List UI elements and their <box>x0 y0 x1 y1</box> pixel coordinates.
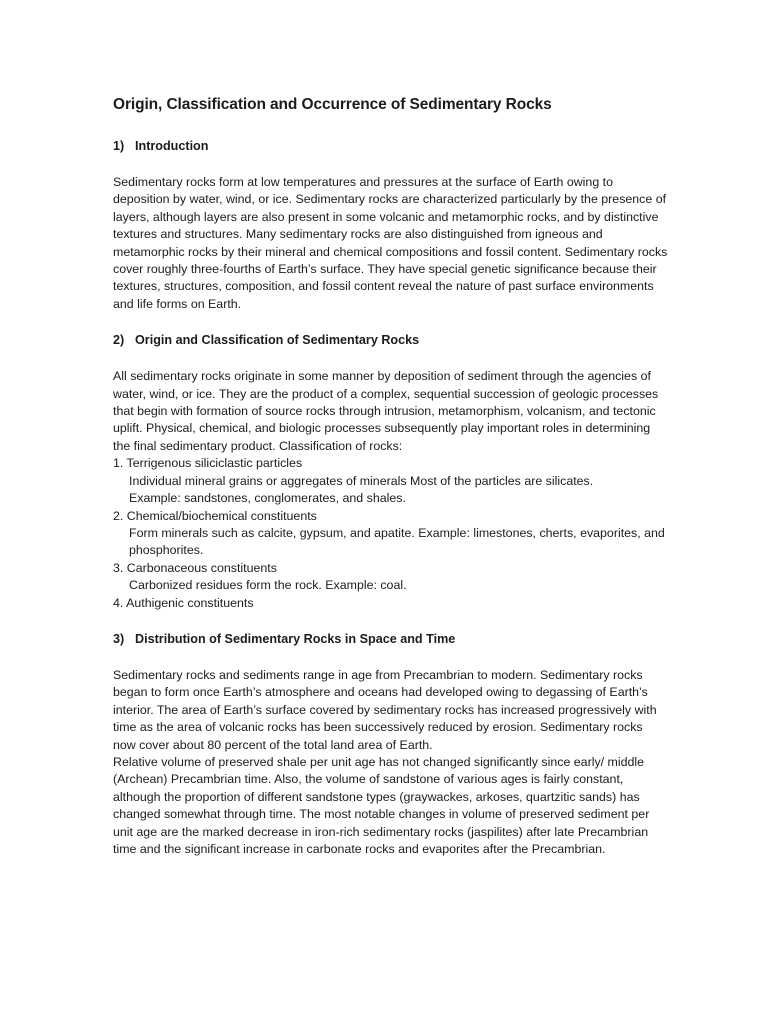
section-number: 3) <box>113 631 125 646</box>
list-item <box>113 560 668 595</box>
classification-list <box>113 455 668 612</box>
list-item-detail: Individual mineral grains or aggregates of minerals Most of the particles are silicates. <box>129 473 594 488</box>
section-body-origin-classification <box>113 368 668 612</box>
paragraph: Sedimentary rocks and sediments range in age from Precambrian to modern. Sedimentary rocks began to form once Earth’s atmosphere and oceans had developed owing to degassing of Earth’s interior. The area of Earth’s surface covered by sedimentary rocks has increased progressively with time as the area of volcanic rocks has been successively reduced by erosion. Sedimentary rocks now cover about 80 percent of the total land area of Earth. <box>113 667 657 752</box>
list-item-detail: Carbonized residues form the rock. Example: coal. <box>129 578 407 593</box>
paragraph: All sedimentary rocks originate in some manner by deposition of sediment through the agencies of water, wind, or ice. They are the product of a complex, sequential succession of geologic processes that begin with formation of source rocks through intrusion, metamorphism, volcanism, and tectonic uplift. Physical, chemical, and biologic processes subsequently play important roles in determining the final sedimentary product. Classification of rocks: <box>113 369 659 453</box>
document-title: Origin, Classification and Occurrence of Sedimentary Rocks <box>113 96 552 113</box>
section-heading-distribution <box>113 631 668 648</box>
list-item-detail: Form minerals such as calcite, gypsum, and apatite. Example: limestones, cherts, evaporites, and phosphorites. <box>129 525 665 558</box>
list-item <box>113 508 668 560</box>
list-item <box>113 595 668 612</box>
list-item-detail: Example: sandstones, conglomerates, and shales. <box>129 491 406 506</box>
section-heading-introduction <box>113 138 668 155</box>
section-body-introduction <box>113 174 668 313</box>
section-number: 2) <box>113 333 125 348</box>
list-item-label: 1. Terrigenous siliciclastic particles <box>113 456 303 471</box>
paragraph: Sedimentary rocks form at low temperatures and pressures at the surface of Earth owing to deposition by water, wind, or ice. Sedimentary rocks are characterized particularly by the presence of layers, although layers are also present in some volcanic and metamorphic rocks, and by distinctive textures and structures. Many sedimentary rocks are also distinguished from igneous and metamorphic rocks by their mineral and chemical compositions and fossil content. Sedimentary rocks cover roughly three-fourths of Earth’s surface. They have special genetic significance because their textures, structures, composition, and fossil content reveal the nature of past surface environments and life forms on Earth. <box>113 175 668 311</box>
section-body-distribution <box>113 667 668 858</box>
list-item-label: 4. Authigenic constituents <box>113 595 254 610</box>
section-title: Introduction <box>135 139 209 153</box>
list-item-label: 3. Carbonaceous constituents <box>113 560 277 575</box>
section-title: Distribution of Sedimentary Rocks in Space and Time <box>135 631 456 646</box>
list-item <box>113 455 668 507</box>
section-title: Origin and Classification of Sedimentary Rocks <box>135 333 420 348</box>
section-heading-origin-classification <box>113 332 668 349</box>
list-item-label: 2. Chemical/biochemical constituents <box>113 508 317 523</box>
section-number: 1) <box>113 139 125 153</box>
paragraph: Relative volume of preserved shale per unit age has not changed significantly since early/ middle (Archean) Precambrian time. Also, the volume of sandstone of various ages is fairly constant, although the proportion of different sandstone types (graywackes, arkoses, quartzitic sands) has changed somewhat through time. The most notable changes in volume of preserved sediment per unit age are the marked decrease in iron-rich sedimentary rocks (jaspilites) after late Precambrian time and the significant increase in carbonate rocks and evaporites after the Precambrian. <box>113 754 650 856</box>
